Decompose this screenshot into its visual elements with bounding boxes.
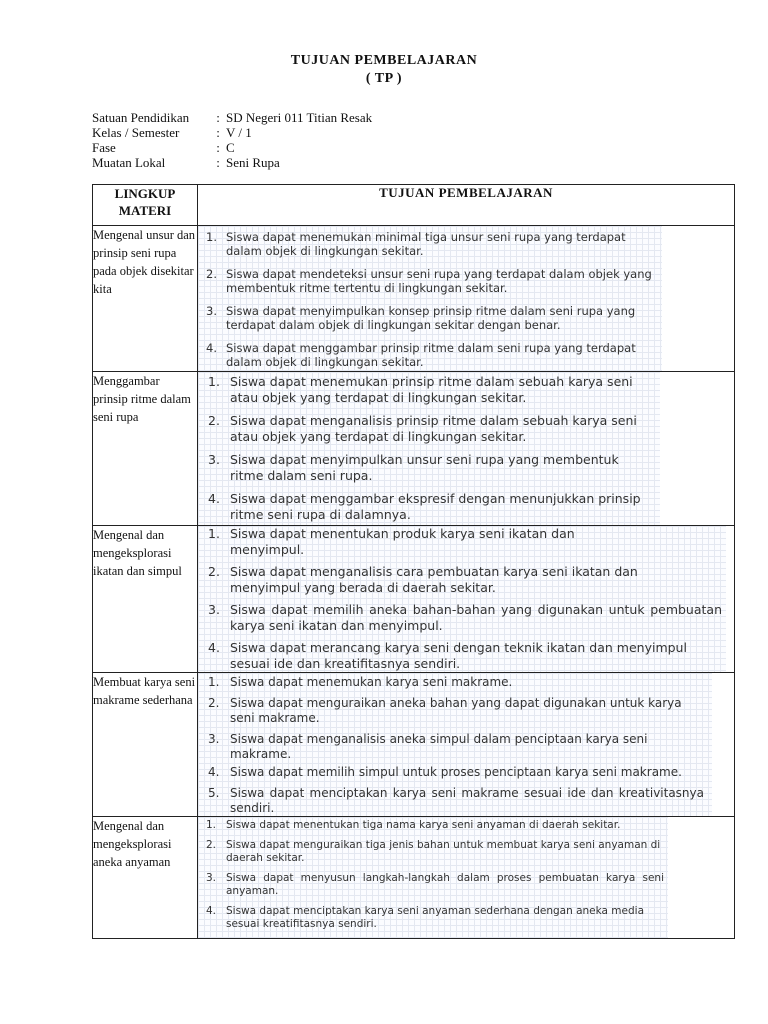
goal-text: Siswa dapat menemukan minimal tiga unsur seni rupa yang terdapat dalam objek di lingkungan sekitar. [226, 230, 626, 258]
goal-text: Siswa dapat menguraikan aneka bahan yang dapat digunakan untuk karya seni makrame. [230, 696, 682, 725]
goal-item [206, 341, 654, 369]
goal-text: Siswa dapat merancang karya seni dengan teknik ikatan dan menyimpul sesuai ide dan kreatifitasnya sendiri. [230, 640, 687, 671]
goal-number: 1. [208, 526, 220, 541]
goal-number: 3. [206, 304, 217, 318]
goal-item [208, 374, 656, 406]
goal-text: Siswa dapat menganalisis aneka simpul dalam penciptaan karya seni makrame. [230, 732, 648, 761]
goal-item [206, 230, 654, 258]
meta-row-kelas [92, 125, 372, 140]
meta-row-fase [92, 140, 372, 155]
meta-label: Muatan Lokal [92, 155, 166, 170]
goal-item [208, 765, 704, 780]
goal-number: 2. [206, 267, 217, 281]
goal-number: 2. [206, 839, 217, 851]
goal-number: 3. [208, 732, 220, 746]
goal-text: Siswa dapat menganalisis cara pembuatan karya seni ikatan dan menyimpul yang berada di daerah sekitar. [230, 564, 638, 595]
meta-row-muatan [92, 155, 372, 170]
lingkup-materi-cell: Menggambar prinsip ritme dalam seni rupa [93, 372, 198, 526]
lingkup-materi-cell: Mengenal unsur dan prinsip seni rupa pada objek disekitar kita [93, 226, 198, 372]
meta-row-satuan [92, 110, 372, 125]
table-header-row [93, 185, 735, 226]
meta-label: Kelas / Semester [92, 125, 180, 140]
goal-item [206, 839, 664, 865]
goal-number: 2. [208, 413, 220, 428]
goals-cell [198, 673, 735, 817]
goal-number: 4. [208, 491, 220, 506]
goal-item [206, 905, 664, 931]
goal-text: Siswa dapat menemukan prinsip ritme dalam sebuah karya seni atau objek yang terdapat di lingkungan sekitar. [230, 374, 633, 405]
goal-item [208, 413, 656, 445]
goal-number: 1. [208, 374, 220, 389]
goal-list [198, 673, 734, 816]
meta-label: Fase [92, 140, 116, 155]
goal-text: Siswa dapat menguraikan tiga jenis bahan untuk membuat karya seni anyaman di daerah sekitar. [226, 839, 661, 864]
goal-text: Siswa dapat menggambar ekspresif dengan menunjukkan prinsip ritme seni rupa di dalamnya. [230, 491, 641, 522]
table-row [93, 673, 735, 817]
table-row [93, 526, 735, 673]
goal-item [208, 602, 722, 634]
goal-number: 4. [206, 905, 217, 917]
goal-item [206, 304, 654, 332]
table-row [93, 372, 735, 526]
goal-item [208, 696, 704, 726]
goals-cell [198, 372, 735, 526]
goal-text: Siswa dapat menciptakan karya seni makrame sesuai ide dan kreativitasnya sendiri. [230, 786, 704, 815]
goal-item [208, 732, 704, 762]
page-title: TUJUAN PEMBELAJARAN [290, 53, 478, 68]
lingkup-materi-cell: Mengenal dan mengeksplorasi ikatan dan simpul [93, 526, 198, 673]
goal-item [206, 267, 654, 295]
column-header-lingkup: LINGKUP MATERI [93, 185, 198, 226]
goal-item [208, 564, 722, 596]
meta-colon: : [216, 140, 220, 155]
goal-number: 4. [208, 640, 220, 655]
goal-list [198, 526, 734, 672]
goal-list [198, 372, 734, 523]
goal-text: Siswa dapat menggambar prinsip ritme dalam seni rupa yang terdapat dalam objek di lingkungan sekitar. [226, 341, 636, 369]
goal-item [206, 872, 664, 898]
lingkup-materi-cell: Mengenal dan mengeksplorasi aneka anyaman [93, 817, 198, 939]
goal-number: 2. [208, 564, 220, 579]
goal-text: Siswa dapat menganalisis prinsip ritme dalam sebuah karya seni atau objek yang terdapat di lingkungan sekitar. [230, 413, 637, 444]
meta-value: Seni Rupa [226, 155, 280, 170]
goal-item [208, 526, 722, 558]
goal-number: 4. [206, 341, 217, 355]
goal-text: Siswa dapat menyimpulkan konsep prinsip ritme dalam seni rupa yang terdapat dalam objek di lingkungan sekitar dengan benar. [226, 304, 636, 332]
goal-item [208, 786, 704, 816]
goal-number: 1. [206, 819, 217, 831]
goal-text: Siswa dapat mendeteksi unsur seni rupa yang terdapat dalam objek yang membentuk ritme tertentu di lingkungan sekitar. [226, 267, 652, 295]
goal-text: Siswa dapat menciptakan karya seni anyaman sederhana dengan aneka media sesuai kreatifitasnya sendiri. [226, 905, 645, 930]
goal-item [208, 640, 722, 672]
goal-number: 4. [208, 765, 220, 779]
goal-number: 1. [208, 675, 220, 689]
goal-text: Siswa dapat menyimpulkan unsur seni rupa yang membentuk ritme dalam seni rupa. [230, 452, 619, 483]
goal-number: 2. [208, 696, 220, 710]
goals-cell [198, 817, 735, 939]
goals-cell [198, 526, 735, 673]
meta-value: V / 1 [226, 125, 252, 140]
goal-number: 1. [206, 230, 217, 244]
goal-text: Siswa dapat menemukan karya seni makrame. [230, 675, 513, 689]
goal-text: Siswa dapat menyusun langkah-langkah dalam proses pembuatan karya seni anyaman. [226, 872, 664, 897]
page-subtitle: ( TP ) [365, 71, 403, 86]
tujuan-table [92, 184, 735, 939]
goal-item [208, 452, 656, 484]
meta-label: Satuan Pendidikan [92, 110, 190, 125]
table-row [93, 226, 735, 372]
goal-number: 3. [206, 872, 217, 884]
goal-number: 5. [208, 786, 220, 800]
meta-colon: : [216, 125, 220, 140]
lingkup-materi-cell: Membuat karya seni makrame sederhana [93, 673, 198, 817]
table-row [93, 817, 735, 939]
goal-item [208, 675, 704, 690]
goal-item [208, 491, 656, 523]
document-meta [92, 110, 372, 170]
goals-cell [198, 226, 735, 372]
meta-colon: : [216, 155, 220, 170]
goal-text: Siswa dapat memilih simpul untuk proses penciptaan karya seni makrame. [230, 765, 682, 779]
goal-list [198, 226, 734, 369]
meta-colon: : [216, 110, 220, 125]
goal-number: 3. [208, 602, 220, 617]
meta-value: C [226, 140, 235, 155]
goal-text: Siswa dapat menentukan produk karya seni ikatan dan menyimpul. [230, 526, 575, 557]
goal-number: 3. [208, 452, 220, 467]
goal-text: Siswa dapat memilih aneka bahan-bahan yang digunakan untuk pembuatan karya seni ikatan dan menyimpul. [230, 602, 722, 633]
goal-item [206, 819, 664, 832]
goal-list [198, 817, 734, 931]
goal-text: Siswa dapat menentukan tiga nama karya seni anyaman di daerah sekitar. [226, 819, 621, 831]
column-header-tujuan: TUJUAN PEMBELAJARAN [198, 185, 735, 226]
meta-value: SD Negeri 011 Titian Resak [226, 110, 373, 125]
